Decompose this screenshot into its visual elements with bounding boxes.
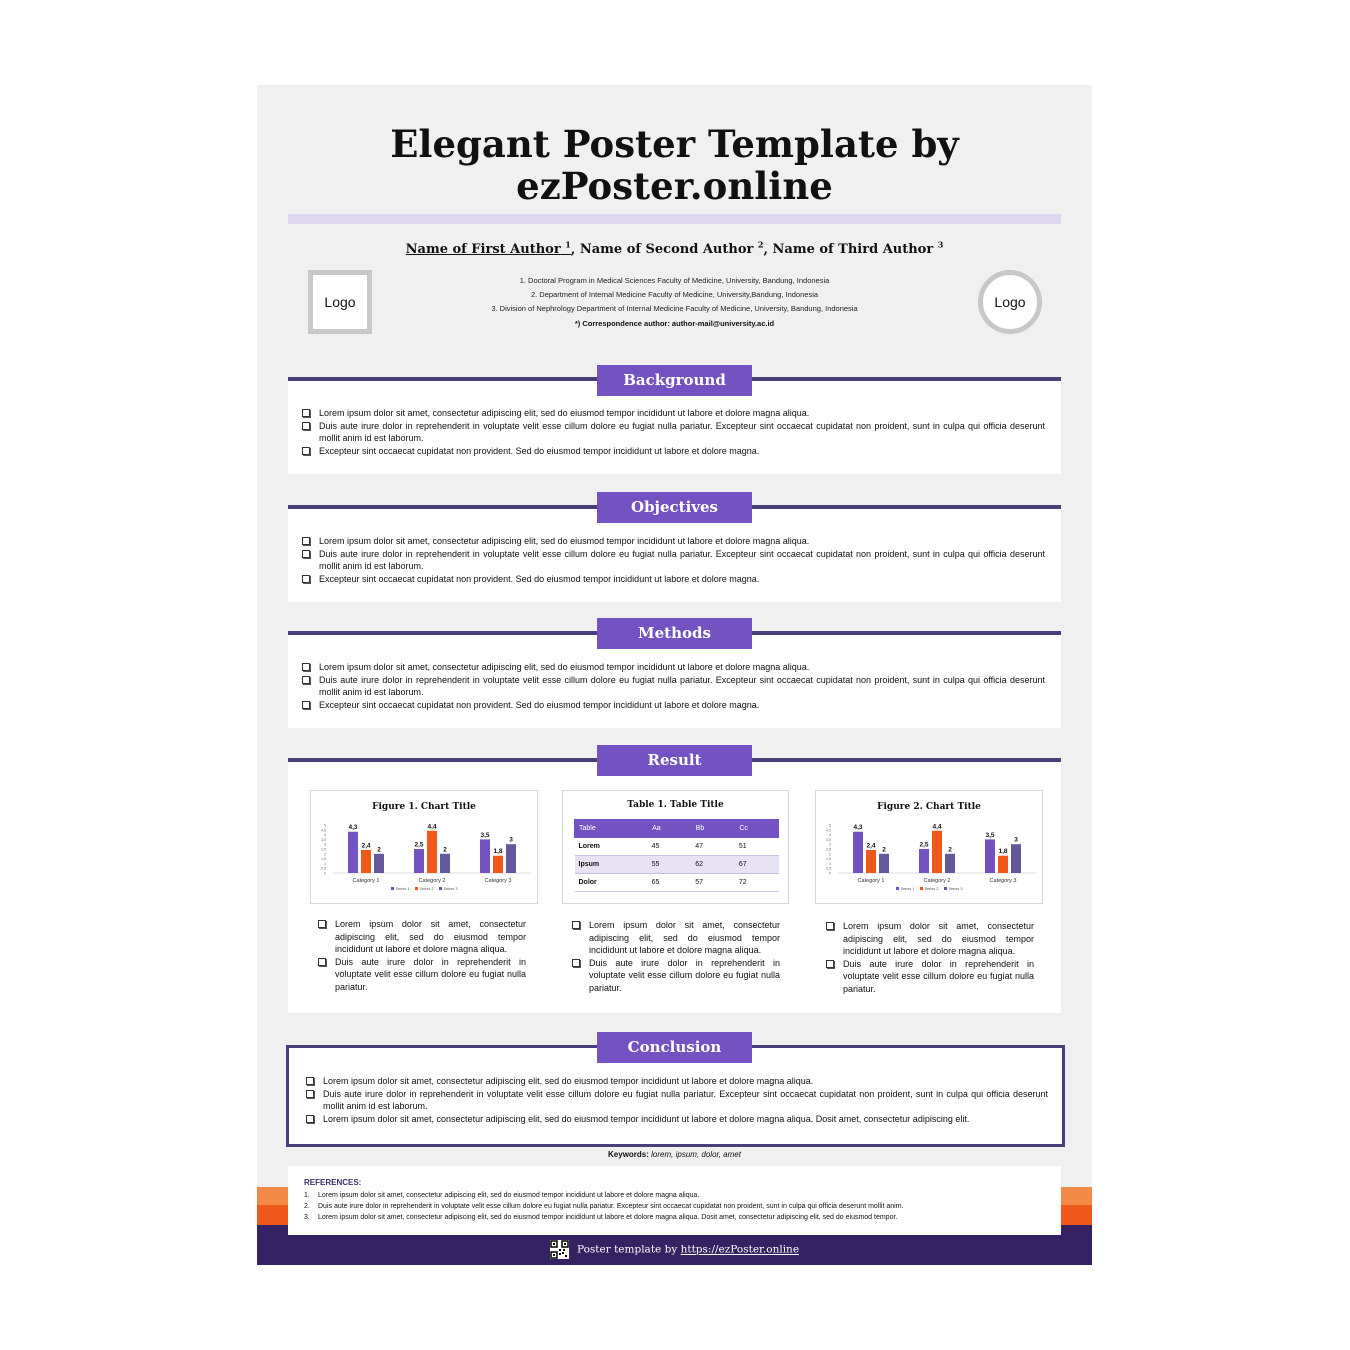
chart-bar [853, 832, 863, 873]
y-tick-label: 2,5 [321, 847, 326, 852]
keywords-label: Keywords: [608, 1150, 649, 1159]
data-label: 4,4 [427, 823, 437, 831]
heading-objectives: Objectives [597, 492, 752, 523]
chart-bar [945, 854, 955, 873]
chart-bar [361, 850, 371, 873]
first-author: Name of First Author $^1$ [405, 240, 571, 258]
logo-right: Logo [978, 270, 1042, 334]
y-tick-label: 0 [324, 871, 326, 876]
data-label: 2 [882, 846, 886, 854]
list-item: Duis aute irure dolor in reprehenderit in voluptate velit esse cillum dolore eu fugiat nulla pariatur. Excepteur sint occaecat cupidatat non proident, sunt in culpa qui officia deserunt mollit anim id est laborum. [304, 1088, 1048, 1113]
y-tick-label: 5 [324, 823, 326, 828]
data-label: 2 [377, 846, 381, 854]
list-item: Excepteur sint occaecat cupidatat non provident. Sed do eiusmod tempor incididunt ut labore et dolore magna. [300, 699, 1045, 712]
data-label: 1,8 [998, 848, 1008, 856]
data-label: 1,8 [493, 848, 503, 856]
legend-label: Series 3 [948, 887, 963, 891]
list-item: Excepteur sint occaecat cupidatat non provident. Sed do eiusmod tempor incididunt ut labore et dolore magna. [300, 445, 1045, 458]
y-tick-label: 0,5 [826, 866, 831, 871]
list-item: Lorem ipsum dolor sit amet, consectetur adipiscing elit, sed do eiusmod tempor incididunt ut labore et dolore magna aliqua. [300, 407, 1045, 420]
x-tick-label: Category 3 [484, 878, 512, 884]
affiliations [377, 274, 972, 316]
chart-bar [1011, 844, 1021, 873]
list-item: Excepteur sint occaecat cupidatat non provident. Sed do eiusmod tempor incididunt ut labore et dolore magna. [300, 573, 1045, 586]
x-tick-label: Category 1 [352, 878, 380, 884]
x-tick-label: Category 3 [989, 878, 1017, 884]
table-header: Aa [648, 820, 692, 838]
legend-label: Series 1 [395, 887, 410, 891]
legend-swatch [944, 887, 947, 890]
table-cell: Ipsum [575, 856, 648, 874]
list-item: Lorem ipsum dolor sit amet, consectetur adipiscing elit, sed do eiusmod tempor incididunt ut labore et dolore magna aliqua. [570, 919, 780, 957]
chart-bar [879, 854, 889, 873]
table-cell: 57 [691, 874, 735, 892]
chart-bar [414, 849, 424, 873]
keywords [257, 1150, 1092, 1159]
table-cell: 62 [691, 856, 735, 874]
heading-conclusion: Conclusion [597, 1032, 752, 1063]
chart-bar [866, 850, 876, 873]
methods-list [300, 661, 1045, 711]
table-cell: Dolor [575, 874, 648, 892]
table-cell: 55 [648, 856, 692, 874]
legend-label: Series 3 [443, 887, 458, 891]
list-item: Lorem ipsum dolor sit amet, consectetur adipiscing elit, sed do eiusmod tempor incididunt ut labore et dolore magna aliqua. [824, 920, 1034, 958]
figure-1-panel [310, 790, 538, 904]
references-list [304, 1190, 903, 1223]
list-item: Lorem ipsum dolor sit amet, consectetur adipiscing elit, sed do eiusmod tempor incididunt ut labore et dolore magna aliqua. [316, 918, 526, 956]
legend-swatch [391, 887, 394, 890]
section-result [288, 758, 1061, 1013]
data-label: 3,5 [985, 831, 995, 839]
list-item: Duis aute irure dolor in reprehenderit in voluptate velit esse cillum dolore eu fugiat nulla pariatur. [824, 958, 1034, 996]
legend-swatch [920, 887, 923, 890]
table-cell: Lorem [575, 838, 648, 856]
list-item: Duis aute irure dolor in reprehenderit in voluptate velit esse cillum dolore eu fugiat nulla pariatur. Excepteur sint occaecat cupidatat non proident, sunt in culpa qui officia deserunt mollit anim id est laborum. [300, 674, 1045, 699]
result-text-col-3 [824, 920, 1034, 996]
y-tick-label: 3 [829, 842, 831, 847]
chart-bar [985, 839, 995, 873]
conclusion-list [304, 1075, 1048, 1125]
data-label: 4,3 [348, 824, 358, 832]
table-header: Table [575, 820, 648, 838]
affiliation-3: 3. Division of Nephrology Department of Internal Medicine Faculty of Medicine, University, Bandung, Indonesia [491, 304, 858, 313]
legend-label: Series 2 [419, 887, 434, 891]
reference-item: 1. Lorem ipsum dolor sit amet, consectetur adipiscing elit, sed do eiusmod tempor incididunt ut labore et dolore magna aliqua. [304, 1192, 700, 1199]
data-label: 4,3 [853, 824, 863, 832]
y-tick-label: 4,5 [826, 828, 831, 833]
table-header: Bb [691, 820, 735, 838]
table-cell: 67 [735, 856, 779, 874]
references-title: REFERENCES: [304, 1178, 362, 1187]
heading-result: Result [597, 745, 752, 776]
table-cell: 47 [691, 838, 735, 856]
heading-methods: Methods [597, 618, 752, 649]
list-item: Duis aute irure dolor in reprehenderit in voluptate velit esse cillum dolore eu fugiat nulla pariatur. [316, 956, 526, 994]
list-item: Duis aute irure dolor in reprehenderit in voluptate velit esse cillum dolore eu fugiat nulla pariatur. [570, 957, 780, 995]
heading-background: Background [597, 365, 752, 396]
data-label: 3 [509, 836, 513, 844]
chart-bar [440, 854, 450, 873]
x-tick-label: Category 1 [857, 878, 885, 884]
table-1-title: Table 1. Table Title [627, 800, 724, 810]
y-tick-label: 3,5 [826, 837, 831, 842]
x-tick-label: Category 2 [418, 878, 446, 884]
poster [257, 85, 1092, 1265]
references [288, 1166, 1061, 1235]
legend-swatch [896, 887, 899, 890]
data-label: 2,5 [919, 841, 929, 849]
data-label: 3 [1014, 836, 1018, 844]
figure-2-chart [816, 813, 1042, 903]
result-text-col-1 [316, 918, 526, 994]
result-text-col-2 [570, 919, 780, 995]
y-tick-label: 4 [829, 833, 831, 838]
y-tick-label: 0,5 [321, 866, 326, 871]
y-tick-label: 2 [829, 852, 831, 857]
y-tick-label: 1,5 [321, 857, 326, 862]
list-item: Lorem ipsum dolor sit amet, consectetur adipiscing elit, sed do eiusmod tempor incididunt ut labore et dolore magna aliqua. [300, 661, 1045, 674]
chart-bar [493, 856, 503, 873]
y-tick-label: 0 [829, 871, 831, 876]
data-label: 2 [443, 846, 447, 854]
y-tick-label: 3,5 [321, 837, 326, 842]
y-tick-label: 4,5 [321, 828, 326, 833]
list-item: Duis aute irure dolor in reprehenderit in voluptate velit esse cillum dolore eu fugiat nulla pariatur. Excepteur sint occaecat cupidatat non proident, sunt in culpa qui officia deserunt mollit anim id est laborum. [300, 420, 1045, 445]
legend-swatch [415, 887, 418, 890]
chart-bar [427, 831, 437, 873]
table-cell: 45 [648, 838, 692, 856]
third-author: Name of Third Author $^3$ [772, 240, 944, 258]
table-1-panel [562, 790, 789, 904]
qr-code-icon [550, 1240, 569, 1259]
y-tick-label: 3 [324, 842, 326, 847]
logo-left: Logo [308, 270, 372, 334]
y-tick-label: 2,5 [826, 847, 831, 852]
y-tick-label: 1 [829, 861, 831, 866]
legend-label: Series 2 [924, 887, 939, 891]
data-label: 2,4 [866, 842, 876, 850]
list-item: Lorem ipsum dolor sit amet, consectetur adipiscing elit, sed do eiusmod tempor incididunt ut labore et dolore magna aliqua. Dosit amet, consectetur adipiscing elit. [304, 1113, 1048, 1126]
data-label: 3,5 [480, 831, 490, 839]
second-author: Name of Second Author $^2$ [579, 240, 764, 258]
data-label: 2,4 [361, 842, 371, 850]
data-label: 2,5 [414, 841, 424, 849]
affiliation-2: 2. Department of Internal Medicine Faculty of Medicine, University,Bandung, Indonesia [530, 290, 819, 299]
footer-link[interactable]: https://ezPoster.online [680, 1243, 800, 1256]
chart-bar [506, 844, 516, 873]
table-row [575, 856, 779, 874]
objectives-list [300, 535, 1045, 585]
chart-bar [480, 839, 490, 873]
poster-title: Elegant Poster Template by ezPoster.online [390, 122, 959, 208]
chart-bar [374, 854, 384, 873]
table-cell: 51 [735, 838, 779, 856]
y-tick-label: 1 [324, 861, 326, 866]
table-header: Cc [735, 820, 779, 838]
background-list [300, 407, 1045, 457]
chart-bar [919, 849, 929, 873]
footer [257, 1240, 1092, 1259]
table-row [575, 838, 779, 856]
data-table [574, 819, 779, 892]
reference-item: 2. Duis aute irure dolor in reprehenderit in voluptate velit esse cillum dolore eu fugiat nulla pariatur. Excepteur sint occaecat cupidatat non proident, sunt in culpa qui officia deserunt mollit anim. [304, 1203, 904, 1210]
legend-label: Series 1 [900, 887, 915, 891]
chart-bar [998, 856, 1008, 873]
y-tick-label: 1,5 [826, 857, 831, 862]
chart-bar [932, 831, 942, 873]
data-label: 2 [948, 846, 952, 854]
legend-swatch [439, 887, 442, 890]
keywords-value: lorem, ipsum, dolor, amet [651, 1150, 741, 1159]
author-line: Name of First Author $^1$, Name of Second Author $^2$, Name of Third Author $^3$ [405, 240, 944, 258]
y-tick-label: 4 [324, 833, 326, 838]
list-item: Lorem ipsum dolor sit amet, consectetur adipiscing elit, sed do eiusmod tempor incididunt ut labore et dolore magna aliqua. [304, 1075, 1048, 1088]
y-tick-label: 2 [324, 852, 326, 857]
correspondence: *) Correspondence author: author-mail@university.ac.id [574, 319, 775, 328]
table-row [575, 874, 779, 892]
figure-2-title: Figure 2. Chart Title [877, 802, 981, 812]
affiliation-1: 1. Doctoral Program in Medical Sciences Faculty of Medicine, University, Bandung, Indonesia [519, 276, 830, 285]
table-header-row [575, 820, 779, 838]
y-tick-label: 5 [829, 823, 831, 828]
figure-1-chart [311, 813, 537, 903]
table-cell: 65 [648, 874, 692, 892]
chart-bar [348, 832, 358, 873]
footer-text: Poster template by [576, 1243, 681, 1256]
table-cell: 72 [735, 874, 779, 892]
list-item: Duis aute irure dolor in reprehenderit in voluptate velit esse cillum dolore eu fugiat nulla pariatur. Excepteur sint occaecat cupidatat non proident, sunt in culpa qui officia deserunt mollit anim id est laborum. [300, 548, 1045, 573]
x-tick-label: Category 2 [923, 878, 951, 884]
list-item: Lorem ipsum dolor sit amet, consectetur adipiscing elit, sed do eiusmod tempor incididunt ut labore et dolore magna aliqua. [300, 535, 1045, 548]
title-divider [288, 214, 1061, 224]
figure-1-title: Figure 1. Chart Title [372, 802, 476, 812]
reference-item: 3. Lorem ipsum dolor sit amet, consectetur adipiscing elit, sed do eiusmod tempor incididunt ut labore et dolore magna aliqua. Dosit amet, consectetur adipiscing elit, sed do eiusmod tempor. [304, 1214, 898, 1221]
figure-2-panel [815, 790, 1043, 904]
data-label: 4,4 [932, 823, 942, 831]
